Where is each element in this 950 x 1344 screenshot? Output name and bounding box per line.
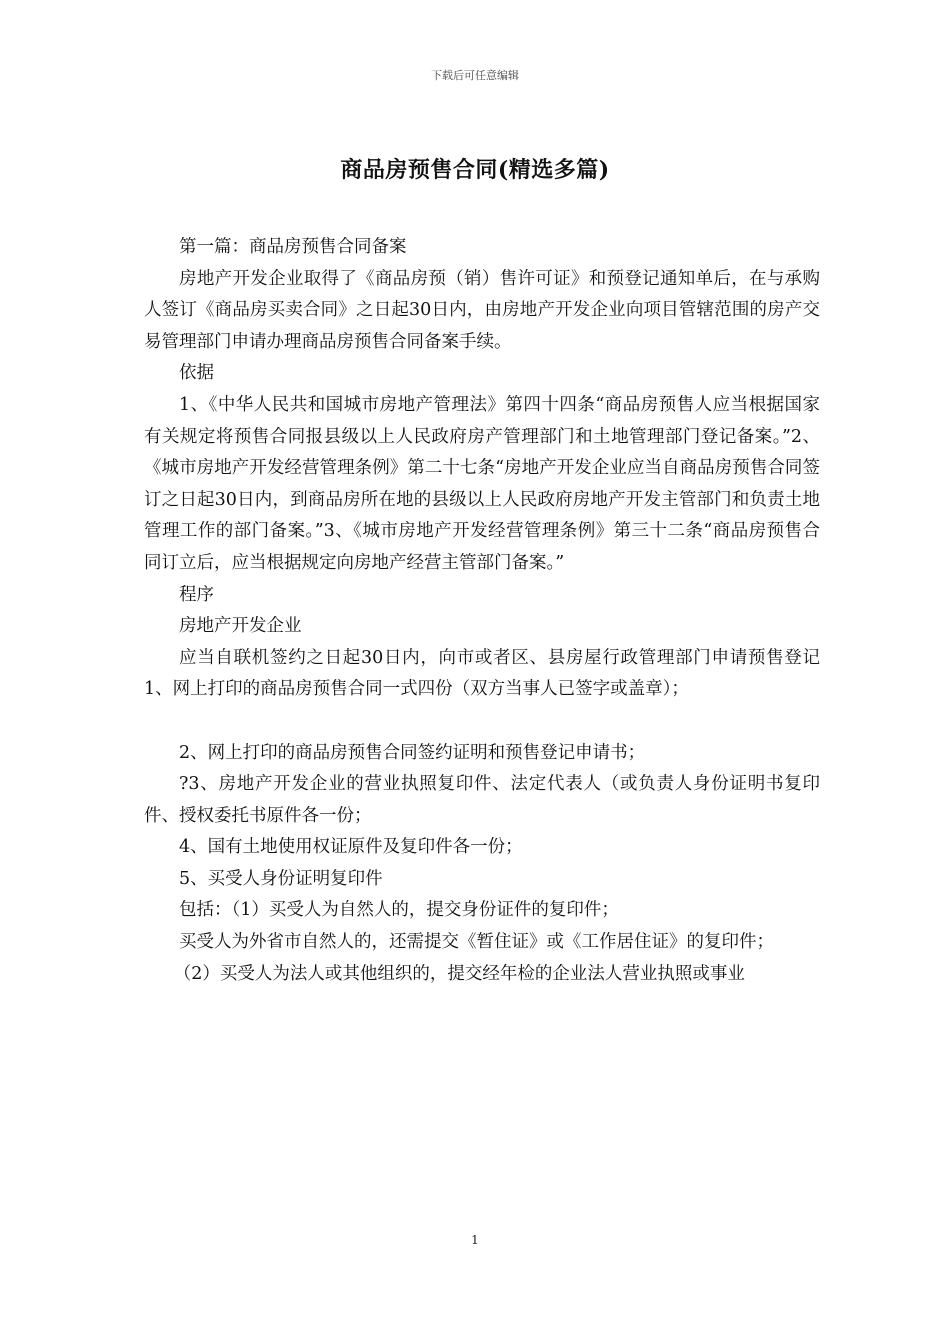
list-item: 2、网上打印的商品房预售合同签约证明和预售登记申请书； [179, 742, 646, 763]
list-item: 4、国有土地使用权证原件及复印件各一份； [179, 837, 523, 858]
body-paragraph: 房地产开发企业取得了《商品房预（销）售许可证》和预登记通知单后，在与承购人签订《商品房买卖合同》之日起30日内，由房地产开发企业向项目管辖范围的房产交易管理部门申请办理商品房预售合同备案手续。 [144, 268, 820, 352]
page-number: 1 [471, 1233, 479, 1247]
body-paragraph: 应当自联机签约之日起30日内，向市或者区、县房屋行政管理部门申请预售登记1、网上打印的商品房预售合同一式四份（双方当事人已签字或盖章）； [144, 647, 820, 700]
list-item: （2）买受人为法人或其他组织的，提交经年检的企业法人营业执照或事业 [173, 963, 745, 984]
list-item: ?3、房地产开发企业的营业执照复印件、法定代表人（或负责人身份证明书复印件、授权委托书原件各一份； [144, 774, 820, 826]
document-body [144, 232, 820, 990]
subheading-developer: 房地产开发企业 [179, 616, 302, 637]
list-item: 包括：（1）买受人为自然人的，提交身份证件的复印件； [179, 900, 619, 921]
page-header-note: 下载后可任意编辑 [431, 69, 519, 82]
section-heading: 第一篇：商品房预售合同备案 [179, 237, 407, 257]
subheading-procedure: 程序 [179, 584, 214, 605]
document-title: 商品房预售合同(精选多篇) [340, 157, 610, 183]
subheading-basis: 依据 [179, 363, 214, 384]
body-paragraph: 1、《中华人民共和国城市房地产管理法》第四十四条“商品房预售人应当根据国家有关规定将预售合同报县级以上人民政府房产管理部门和土地管理部门登记备案。”2、《城市房地产开发经营管理条例》第二十七条“房地产开发企业应当自商品房预售合同签订之日起30日内，到商品房所在地的县级以上人民政府房地产开发主管部门和负责土地管理工作的部门备案。”3、《城市房地产开发经营管理条例》第三十二条“商品房预售合同订立后，应当根据规定向房地产经营主管部门备案。” [144, 394, 820, 573]
list-item: 5、买受人身份证明复印件 [179, 868, 383, 889]
body-paragraph: 买受人为外省市自然人的，还需提交《暂住证》或《工作居住证》的复印件； [179, 932, 774, 953]
